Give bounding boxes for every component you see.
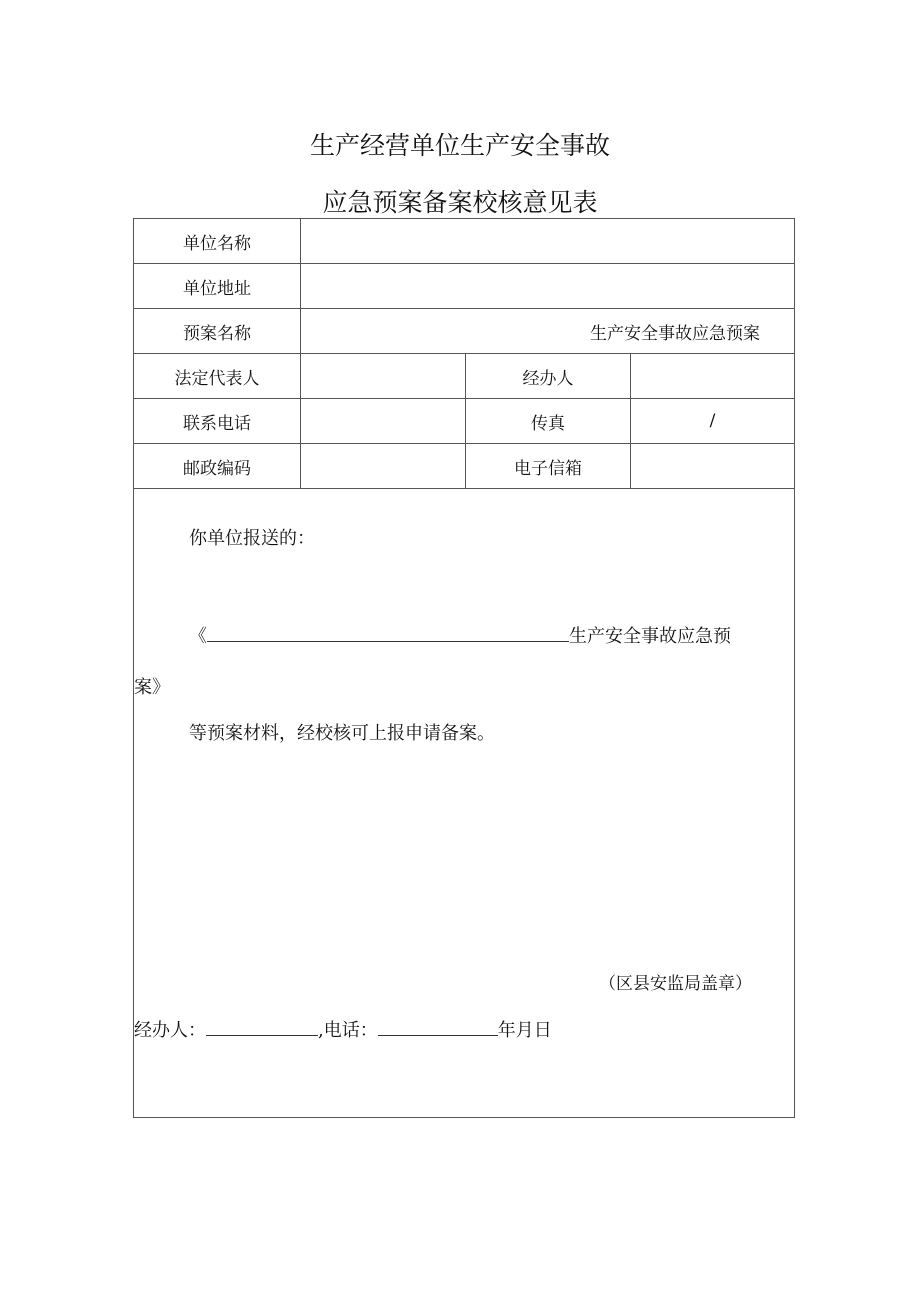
filing-review-form <box>133 218 795 1118</box>
email-field[interactable] <box>631 444 794 488</box>
signoff-handler-label: 经办人： <box>134 1020 206 1041</box>
handler-field[interactable] <box>631 354 794 398</box>
plan-name-field[interactable]: 生产安全事故应急预案 <box>590 323 760 344</box>
row-contact-phone <box>134 399 794 444</box>
plan-name-line <box>189 622 731 648</box>
unit-address-field[interactable] <box>301 264 794 308</box>
row-plan-name <box>134 309 794 354</box>
email-label: 电子信箱 <box>514 458 582 479</box>
opinion-statement: 等预案材料，经校核可上报申请备案。 <box>189 723 495 744</box>
plan-name-blank[interactable] <box>207 625 569 642</box>
legal-rep-label: 法定代表人 <box>174 368 260 389</box>
phone-label: 联系电话 <box>183 413 251 434</box>
fax-label: 传真 <box>531 413 565 434</box>
row-legal-rep <box>134 354 794 399</box>
signoff-phone-label: ,电话： <box>318 1020 378 1041</box>
unit-name-label: 单位名称 <box>183 233 251 254</box>
signoff-line <box>134 1016 552 1042</box>
phone-field[interactable] <box>301 399 465 443</box>
legal-rep-field[interactable] <box>301 354 465 398</box>
plan-name-label: 预案名称 <box>183 323 251 344</box>
row-postcode <box>134 444 794 489</box>
row-unit-address <box>134 264 794 309</box>
document-title-line-2: 应急预案备案校核意见表 <box>322 188 598 217</box>
postcode-label: 邮政编码 <box>183 458 251 479</box>
postcode-field[interactable] <box>301 444 465 488</box>
fax-field[interactable]: / <box>709 411 716 431</box>
signoff-handler-blank[interactable] <box>206 1019 318 1036</box>
document-title-line-1: 生产经营单位生产安全事故 <box>309 131 610 160</box>
seal-note: （区县安监局盖章） <box>599 974 752 994</box>
plan-name-wrap: 案》 <box>134 677 170 698</box>
row-unit-name <box>134 219 794 264</box>
signoff-phone-blank[interactable] <box>378 1019 498 1036</box>
unit-name-field[interactable] <box>301 219 794 263</box>
signoff-date-label: 年月日 <box>497 1020 552 1041</box>
plan-open-bracket: 《 <box>189 626 207 647</box>
handler-label: 经办人 <box>522 368 574 389</box>
unit-address-label: 单位地址 <box>183 278 251 299</box>
plan-name-suffix: 生产安全事故应急预 <box>569 626 731 647</box>
opinion-greeting: 你单位报送的： <box>189 528 315 549</box>
